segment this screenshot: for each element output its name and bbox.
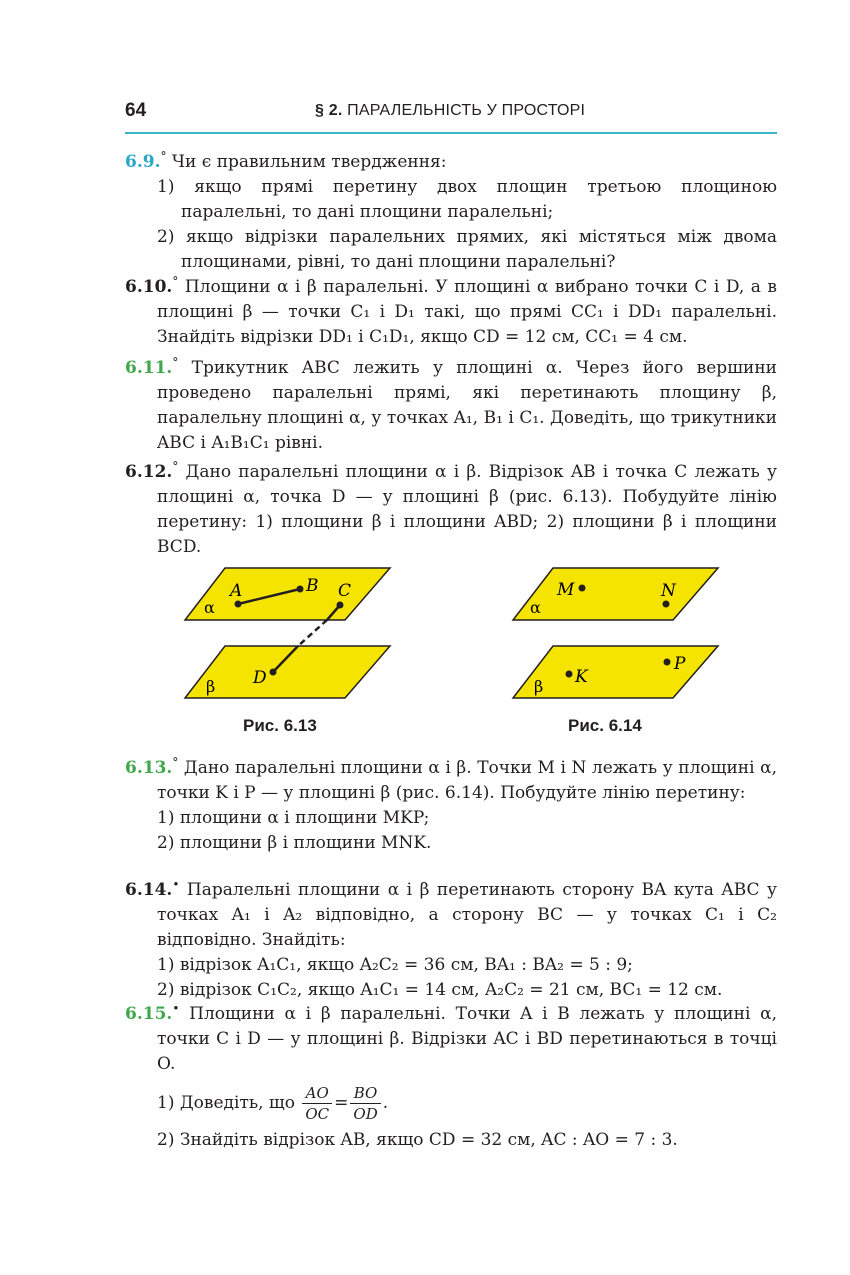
- point-A-label: A: [230, 581, 243, 601]
- problem-text: Паралельні площини α і β перетинають сторону BA кута ABC у точках A₁ і A₂ відповідно, а сторону BC — у точках C₁ і C₂ відповідно. Знайдіть:: [157, 880, 778, 950]
- problem-item: 2) якщо відрізки паралельних прямих, які містяться між двома площинами, рівні, то дані площини паралельні?: [157, 227, 777, 272]
- difficulty-mark: •: [172, 1001, 180, 1016]
- problem-6-9: [125, 150, 777, 275]
- alpha-label: α: [530, 598, 541, 617]
- figure-caption-6-13: Рис. 6.13: [243, 716, 317, 735]
- problem-number: 6.15.: [125, 1004, 173, 1024]
- plane-alpha: [513, 568, 718, 620]
- plane-alpha: [185, 568, 390, 620]
- difficulty-mark: •: [172, 877, 180, 892]
- point-P-label: P: [674, 654, 686, 674]
- plane-beta: [513, 646, 718, 698]
- problem-item: 1) якщо прямі перетину двох площин третьою площиною паралельні, то дані площини паралельні;: [157, 177, 777, 222]
- problem-item-1: [125, 1083, 777, 1124]
- item-end: .: [382, 1093, 389, 1113]
- problem-number: 6.10.: [125, 277, 173, 297]
- point-C-label: C: [338, 581, 352, 601]
- difficulty-mark: °: [172, 755, 179, 770]
- difficulty-mark: °: [172, 459, 179, 474]
- point-M-dot: [579, 585, 586, 592]
- point-D-dot: [270, 669, 277, 676]
- point-M-label: M: [557, 580, 575, 600]
- figure-6-14: [508, 562, 723, 707]
- beta-label: β: [534, 677, 544, 696]
- problem-number: 6.11.: [125, 358, 173, 378]
- point-N-label: N: [661, 581, 676, 601]
- difficulty-mark: °: [172, 355, 179, 370]
- problem-6-12: [125, 460, 777, 560]
- problem-text: Площини α і β паралельні. У площині α вибрано точки C і D, а в площині β — точки C₁ і D₁ такі, що прямі CC₁ і DD₁ паралельні. Знайдіть відрізки DD₁ і C₁D₁, якщо CD = 12 см, CC₁ = 4 см.: [157, 277, 778, 347]
- problem-intro: Чи є правильним твердження:: [171, 152, 447, 172]
- problem-number: 6.9.: [125, 152, 161, 172]
- problem-item-2: 2) Знайдіть відрізок AB, якщо CD = 32 см, AC : AO = 7 : 3.: [157, 1130, 678, 1150]
- equals-sign: =: [334, 1093, 349, 1113]
- problem-number: 6.14.: [125, 880, 173, 900]
- point-A-dot: [235, 601, 242, 608]
- problem-number: 6.12.: [125, 462, 173, 482]
- fraction-numerator: BO: [350, 1083, 380, 1104]
- problem-text: Дано паралельні площини α і β. Точки M і N лежать у площині α, точки K і P — у площині β (рис. 6.14). Побудуйте лінію перетину:: [157, 758, 778, 803]
- problem-6-10: [125, 275, 777, 350]
- plane-beta: [185, 646, 390, 698]
- problem-item: 2) відрізок C₁C₂, якщо A₁C₁ = 14 см, A₂C₂ = 21 см, BC₁ = 12 см.: [157, 980, 723, 1000]
- beta-label: β: [206, 677, 216, 696]
- figure-caption-6-14: Рис. 6.14: [568, 716, 642, 735]
- point-B-label: B: [306, 576, 319, 596]
- segment-CD-hidden: [298, 620, 327, 646]
- problem-6-14: [125, 878, 777, 1003]
- problem-text: Дано паралельні площини α і β. Відрізок AB і точка C лежать у площині α, точка D — у площині β (рис. 6.13). Побудуйте лінію перетину: 1) площини β і площини ABD; 2) площини β і площини BCD.: [157, 462, 778, 557]
- fraction-bo-od: [350, 1083, 380, 1124]
- problem-6-13: [125, 756, 777, 856]
- problem-item: 2) площини β і площини MNK.: [157, 833, 432, 853]
- fraction-numerator: AO: [302, 1083, 332, 1104]
- fraction-denominator: OC: [305, 1105, 330, 1123]
- fraction-ao-oc: [302, 1083, 332, 1124]
- point-P-dot: [664, 659, 671, 666]
- page-header: [125, 96, 777, 134]
- point-K-label: K: [575, 667, 588, 687]
- point-B-dot: [297, 586, 304, 593]
- section-title: [315, 102, 585, 120]
- page-number: 64: [125, 100, 147, 121]
- problem-item: 1) площини α і площини MKP;: [157, 808, 430, 828]
- point-C-dot: [337, 602, 344, 609]
- problem-text: Площини α і β паралельні. Точки A і B лежать у площині α, точки C і D — у площині β. Відрізки AC і BD перетинаються в точці O.: [157, 1004, 777, 1074]
- alpha-label: α: [204, 598, 215, 617]
- problem-item: 1) відрізок A₁C₁, якщо A₂C₂ = 36 см, BA₁ : BA₂ = 5 : 9;: [157, 955, 633, 975]
- section-title-text: ПАРАЛЕЛЬНІСТЬ У ПРОСТОРІ: [347, 102, 586, 119]
- section-mark: § 2.: [315, 102, 343, 119]
- point-N-dot: [663, 601, 670, 608]
- problem-number: 6.13.: [125, 758, 173, 778]
- point-K-dot: [566, 671, 573, 678]
- difficulty-mark: °: [172, 274, 179, 289]
- problem-6-11: [125, 356, 777, 456]
- problem-text: Трикутник ABC лежить у площині α. Через його вершини проведено паралельні прямі, які перетинають площину β, паралельну площині α, у точках A₁, B₁ і C₁. Доведіть, що трикутники ABC і A₁B₁C₁ рівні.: [157, 358, 777, 453]
- problem-6-15: [125, 1002, 777, 1153]
- point-D-label: D: [253, 668, 267, 688]
- item-prefix: 1) Доведіть, що: [157, 1093, 295, 1113]
- figure-6-13: [180, 562, 395, 707]
- difficulty-mark: °: [160, 149, 167, 164]
- fraction-denominator: OD: [353, 1105, 378, 1123]
